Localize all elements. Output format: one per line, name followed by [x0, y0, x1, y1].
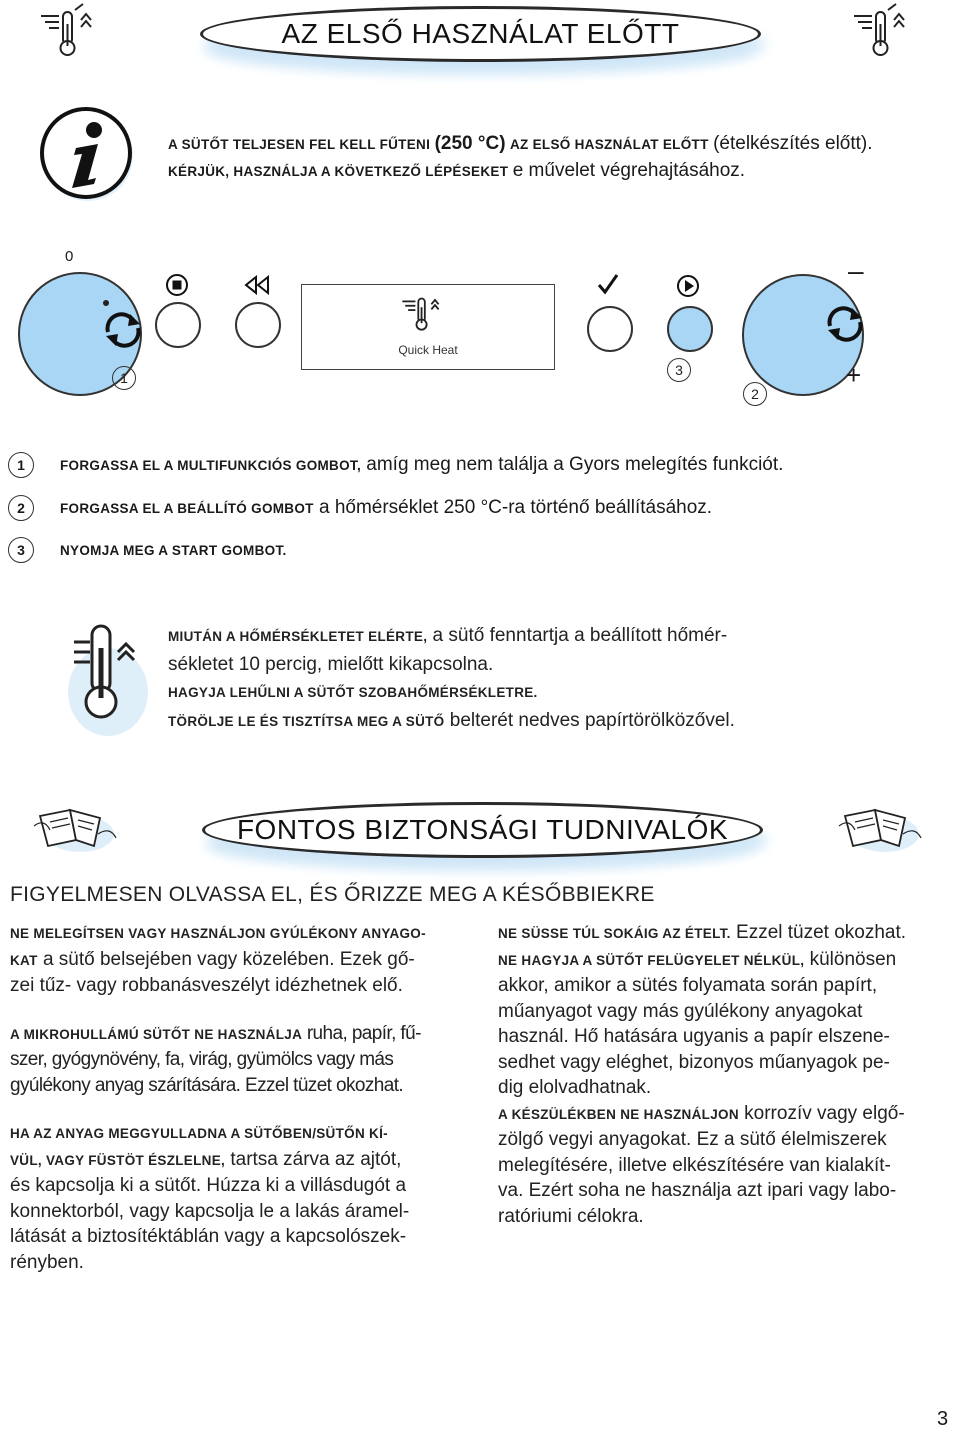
info-block: [168, 622, 808, 735]
step-number: 1: [8, 452, 34, 478]
warning-emphasis: NE HAGYJA A SÜTŐT FELÜGYELET NÉLKÜL,: [498, 952, 805, 968]
stop-icon: [165, 273, 189, 297]
info-line-1: [168, 622, 808, 651]
rewind-icon: [243, 275, 271, 295]
warning-text: va. Ezért soha ne használja azt ipari vagy labo-: [498, 1180, 897, 1201]
warning-text: ruha, papír, fű-: [306, 1022, 421, 1044]
intro-text-2: e művelet végrehajtásához.: [512, 160, 746, 181]
warning-emphasis: A MIKROHULLÁMÚ SÜTŐT NE HASZNÁLJA: [10, 1026, 303, 1042]
warning-text: zei tűz- vagy robbanásveszélyt idézhetnek elő.: [10, 975, 403, 996]
step-text: a hőmérséklet 250 °C-ra történő beállításához.: [318, 497, 713, 518]
intro-line-2: [168, 160, 745, 182]
warning-text: korrozív vagy elgő-: [744, 1102, 905, 1124]
warning-emphasis: VÜL, VAGY FÜSTÖT ÉSZLELNE,: [10, 1152, 226, 1168]
checkmark-icon: [596, 272, 620, 296]
safety-left-column: [10, 920, 480, 1275]
quick-heat-icon: [35, 2, 115, 62]
callout-2: 2: [743, 382, 767, 406]
quick-heat-icon: [848, 2, 928, 62]
stop-button[interactable]: [155, 302, 201, 348]
safety-right-column: [498, 920, 953, 1229]
warning-text: használ. Hő hatására ugyanis a papír elszene-: [498, 1026, 890, 1047]
section-banner-first-use: [200, 6, 761, 62]
step-emphasis: FORGASSA EL A MULTIFUNKCIÓS GOMBOT,: [60, 458, 361, 473]
rotate-icon: [100, 310, 146, 350]
intro-emphasis: A SÜTŐT TELJESEN FEL KELL FŰTENI: [168, 137, 431, 152]
warning-text: zölgő vegyi anyagokat. Ez a sütő élelmiszerek: [498, 1129, 887, 1150]
warning-text: Ezzel tüzet okozhat.: [736, 922, 907, 943]
intro-emphasis-3: KÉRJÜK, HASZNÁLJA A KÖVETKEZŐ LÉPÉSEKET: [168, 164, 509, 179]
display-text: Quick Heat: [398, 343, 458, 357]
step-emphasis: FORGASSA EL A BEÁLLÍTÓ GOMBOT: [60, 501, 314, 516]
warning-drying: [10, 1021, 480, 1099]
warning-emphasis: NE MELEGÍTSEN VAGY HASZNÁLJON GYÚLÉKONY ANYAGO-: [10, 926, 426, 941]
plus-label: +: [846, 360, 862, 390]
section-banner-safety: [202, 802, 763, 858]
intro-text: (ételkészítés előtt).: [713, 133, 873, 154]
warning-text: melegítésére, illetve elkészítésére van kialakít-: [498, 1154, 891, 1176]
warning-text: akkor, amikor a sütés folyamata során papírt,: [498, 975, 878, 996]
info-text: a sütő fenntartja a beállított hőmér-: [432, 625, 728, 646]
section-title: FONTOS BIZTONSÁGI TUDNIVALÓK: [236, 814, 729, 845]
safety-subtitle: FIGYELMESEN OLVASSA EL, ÉS ŐRIZZE MEG A KÉSŐBBIEKRE: [10, 883, 655, 906]
step-1: [60, 454, 783, 476]
warning-flammable: [10, 920, 480, 999]
callout-3: 3: [667, 358, 691, 382]
warning-text: konnektorból, vagy kapcsolja le a lakás áramel-: [10, 1200, 410, 1222]
play-icon: [676, 274, 700, 298]
warning-unattended: [498, 947, 953, 1101]
rotate-icon: [822, 304, 868, 344]
start-button[interactable]: [667, 306, 713, 352]
warning-text: ratóriumi célokra.: [498, 1205, 644, 1227]
step-emphasis: NYOMJA MEG A START GOMBOT.: [60, 543, 287, 558]
manual-book-icon: [30, 796, 120, 856]
knob-indicator-dot: [103, 300, 109, 306]
page-number: 3: [937, 1408, 949, 1430]
info-text: belterét nedves papírtörölközővel.: [449, 709, 735, 731]
warning-text: szer, gyógynövény, fa, virág, gyümölcs vagy más: [10, 1049, 394, 1070]
warning-text: műanyagot vagy más gyúlékony anyagokat: [498, 1000, 863, 1022]
info-icon: [38, 106, 138, 204]
intro-line-1: [168, 133, 873, 155]
info-emphasis: TÖRÖLJE LE ÉS TISZTÍTSA MEG A SÜTŐ: [168, 713, 445, 729]
confirm-button[interactable]: [587, 306, 633, 352]
warning-text: dig elolvadhatnak.: [498, 1077, 652, 1098]
intro-temperature: (250 °C): [434, 133, 506, 154]
warning-text: különösen: [809, 948, 897, 970]
info-line-3: [168, 678, 808, 707]
thermometer-icon: [60, 612, 160, 742]
minus-label: –: [848, 255, 864, 286]
step-2: [60, 497, 712, 519]
warning-emphasis: NE SÜSSE TÚL SOKÁIG AZ ÉTELT.: [498, 926, 731, 941]
warning-text: a sütő belsejében vagy közelében. Ezek gő-: [42, 948, 415, 970]
zero-label: 0: [65, 248, 74, 265]
info-emphasis: HAGYJA LEHŰLNI A SÜTŐT SZOBAHŐMÉRSÉKLETRE.: [168, 685, 538, 700]
warning-overcook: [498, 920, 953, 947]
intro-emphasis-2: AZ ELSŐ HASZNÁLAT ELŐTT: [509, 137, 709, 152]
rewind-button[interactable]: [235, 302, 281, 348]
info-emphasis: MIUTÁN A HŐMÉRSÉKLETET ELÉRTE,: [168, 629, 428, 644]
warning-emphasis: A KÉSZÜLÉKBEN NE HASZNÁLJON: [498, 1106, 739, 1122]
step-number: 2: [8, 495, 34, 521]
page-title: AZ ELSŐ HASZNÁLAT ELŐTT: [281, 18, 680, 49]
callout-1: 1: [112, 366, 136, 390]
warning-text: és kapcsolja ki a sütőt. Húzza ki a villásdugót a: [10, 1175, 407, 1196]
warning-fire: [10, 1120, 480, 1275]
display-screen: [301, 284, 555, 370]
warning-text: látását a biztosítéktáblán vagy a kapcsolószek-: [10, 1226, 407, 1247]
step-number: 3: [8, 537, 34, 563]
step-3: [60, 539, 287, 561]
warning-text: sedhet vagy eléghet, bizonyos műanyagok pe-: [498, 1051, 890, 1073]
warning-chemicals: [498, 1101, 953, 1230]
warning-emphasis: KAT: [10, 952, 38, 968]
warning-text: tartsa zárva az ajtót,: [230, 1148, 402, 1170]
info-line-2: sékletet 10 percig, mielőtt kikapcsolna.: [168, 653, 494, 675]
info-line-4: [168, 707, 808, 736]
warning-emphasis: HA AZ ANYAG MEGGYULLADNA A SÜTŐBEN/SÜTŐN KÍ-: [10, 1126, 388, 1141]
manual-book-icon: [835, 796, 925, 856]
warning-text: rényben.: [10, 1251, 84, 1273]
quick-heat-icon: [398, 291, 456, 335]
step-text: amíg meg nem találja a Gyors melegítés funkciót.: [366, 454, 784, 475]
warning-text: gyúlékony anyag szárítására. Ezzel tüzet okozhat.: [10, 1074, 404, 1096]
